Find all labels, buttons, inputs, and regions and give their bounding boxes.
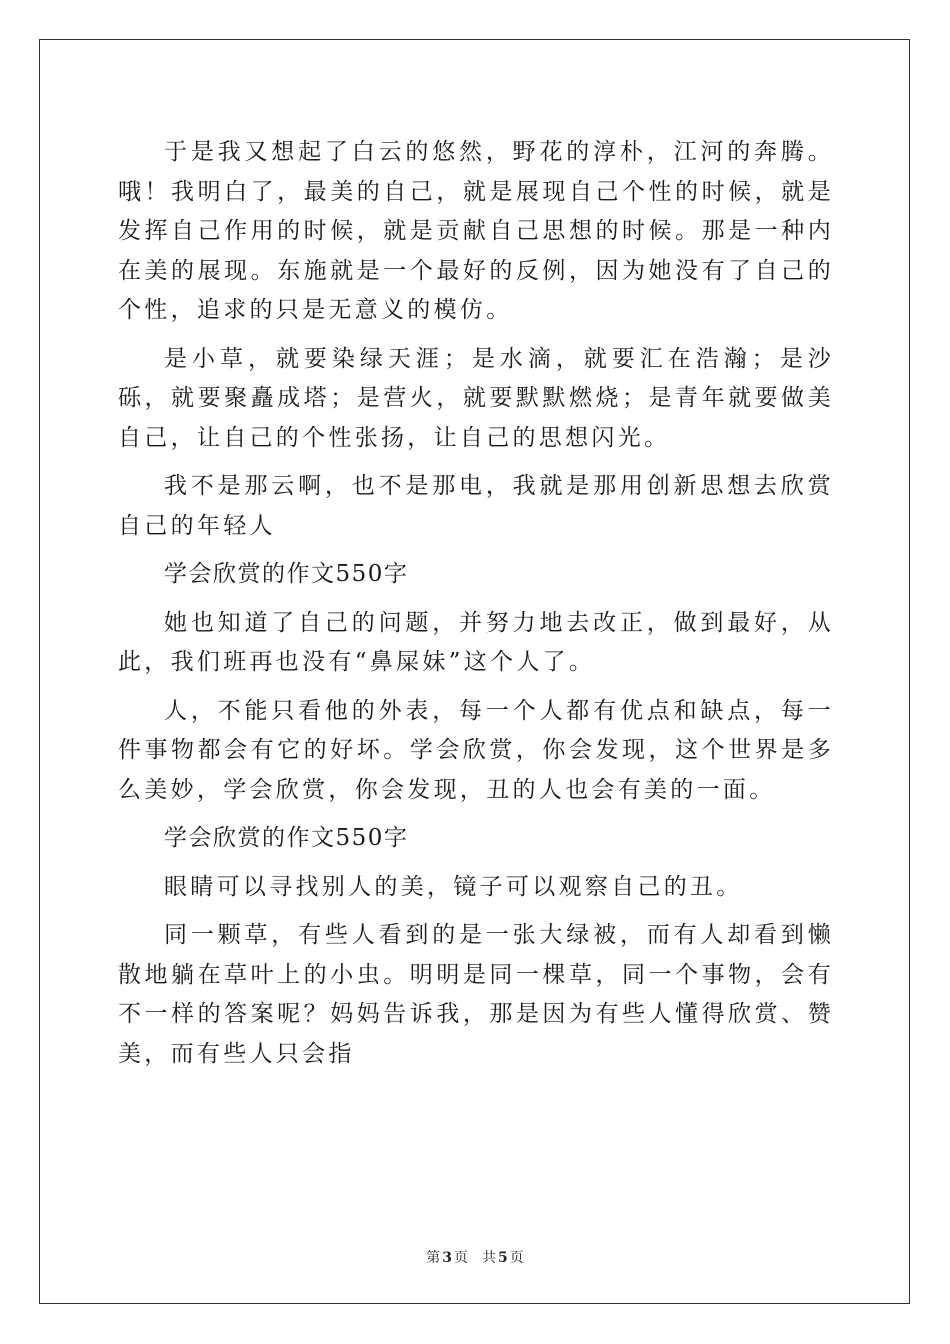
paragraph: 人，不能只看他的外表，每一个人都有优点和缺点，每一件事物都会有它的好坏。学会欣赏，你会发现，这个世界是多么美妙，学会欣赏，你会发现，丑的人也会有美的一面。: [118, 697, 834, 803]
paragraph: 我不是那云啊，也不是那电，我就是那用创新思想去欣赏自己的年轻人: [118, 473, 834, 539]
page-footer: [0, 1247, 950, 1267]
paragraph: 是小草，就要染绿天涯；是水滴，就要汇在浩瀚；是沙砾，就要聚矗成塔；是营火，就要默默燃烧；是青年就要做美自己，让自己的个性张扬，让自己的思想闪光。: [118, 345, 834, 451]
paragraph: 于是我又想起了白云的悠然，野花的淳朴，江河的奔腾。哦！我明白了，最美的自己，就是展现自己个性的时候，就是发挥自己作用的时候，就是贡献自己思想的时候。那是一种内在美的展现。东施就是一个最好的反例，因为她没有了自己的个性，追求的只是无意义的模仿。: [118, 139, 834, 323]
total-prefix: 共: [482, 1250, 496, 1266]
paragraph: 她也知道了自己的问题，并努力地去改正，做到最好，从此，我们班再也没有“鼻屎妹”这个人了。: [118, 609, 834, 675]
page-suffix: 页: [454, 1250, 468, 1266]
page-number: 3: [442, 1250, 452, 1266]
total-suffix: 页: [509, 1250, 524, 1266]
paragraph: 眼睛可以寻找别人的美，镜子可以观察自己的丑。: [164, 873, 743, 900]
document-body: [118, 133, 834, 1083]
essay-title: 学会欣赏的作文550字: [164, 561, 409, 587]
page-prefix: 第: [426, 1250, 441, 1266]
total-pages: 5: [498, 1250, 508, 1266]
paragraph: 同一颗草，有些人看到的是一张大绿被，而有人却看到懒散地躺在草叶上的小虫。明明是同一棵草，同一个事物，会有不一样的答案呢？妈妈告诉我，那是因为有些人懂得欣赏、赞美，而有些人只会指: [118, 922, 834, 1067]
essay-title: 学会欣赏的作文550字: [164, 825, 409, 851]
